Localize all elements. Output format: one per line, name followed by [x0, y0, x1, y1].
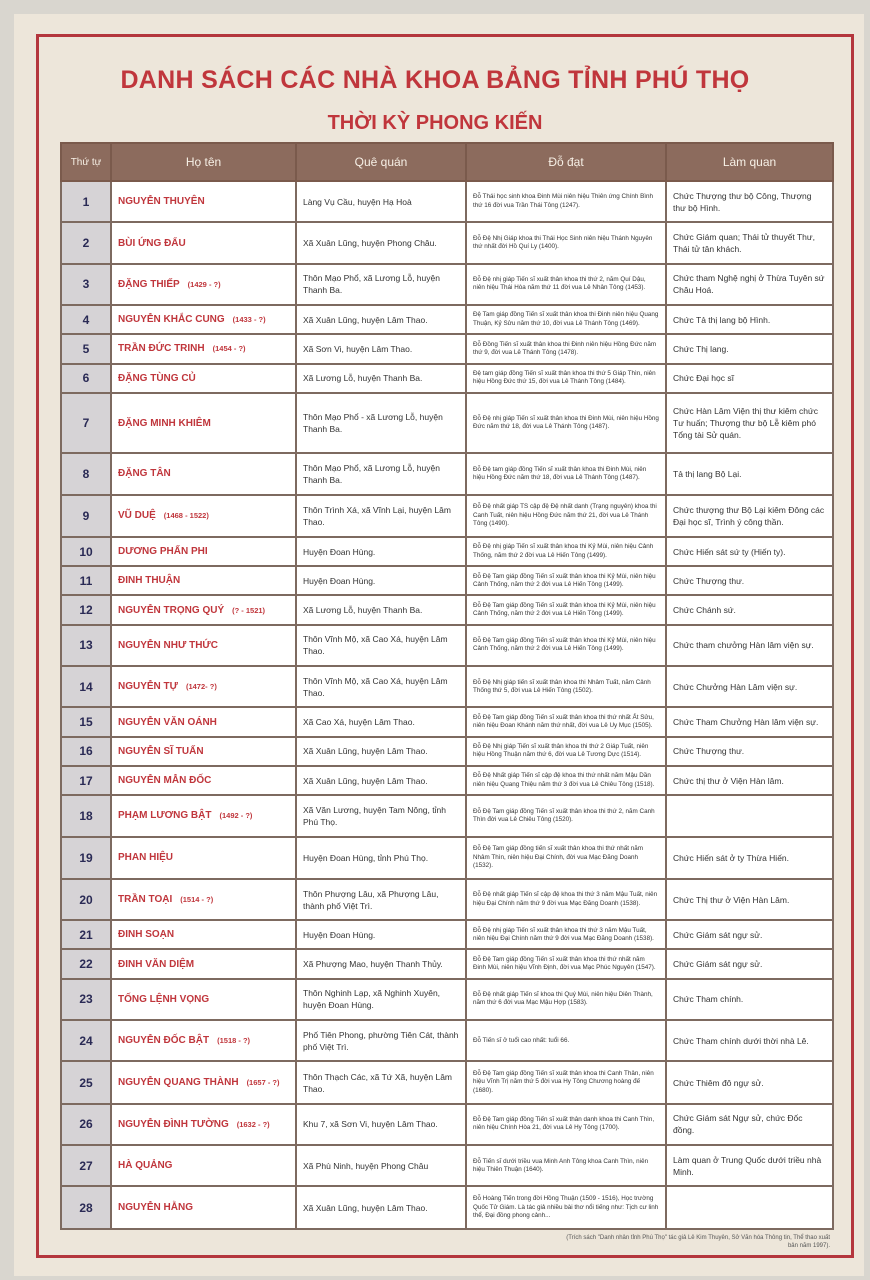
office: Chức tham Nghệ nghị ở Thừa Tuyên sứ Châu Hoá. — [666, 264, 833, 305]
row-number: 22 — [61, 949, 111, 978]
degree: Đỗ Đệ nhất giáp TS cập đệ Đệ nhất danh (Trạng nguyên) khoa thi Canh Tuất, niên hiệu Hồng Đức năm thứ 21, đời vua Lê Thánh Tông (1490). — [466, 495, 666, 537]
row-number: 21 — [61, 920, 111, 949]
row-number: 25 — [61, 1061, 111, 1103]
table-row — [61, 537, 833, 566]
office: Chức Tham chính. — [666, 979, 833, 1020]
row-number: 12 — [61, 595, 111, 624]
table-row — [61, 879, 833, 920]
scholar-name: VŨ DUỆ — [118, 510, 156, 522]
row-number: 23 — [61, 979, 111, 1020]
row-number: 19 — [61, 837, 111, 879]
office: Chức Tả thị lang bộ Hình. — [666, 305, 833, 334]
scholar-name-cell — [111, 393, 296, 453]
hometown: Xã Xuân Lũng, huyện Phong Châu. — [296, 222, 466, 263]
row-number: 8 — [61, 453, 111, 494]
scholar-name: ĐẶNG MINH KHIÊM — [118, 417, 211, 429]
scholar-name-cell — [111, 879, 296, 920]
hometown: Thôn Trình Xá, xã Vĩnh Lại, huyện Lâm Thao. — [296, 495, 466, 537]
office: Chức Thiêm đô ngự sử. — [666, 1061, 833, 1103]
table-row — [61, 666, 833, 707]
office: Chức Chánh sứ. — [666, 595, 833, 624]
hometown: Xã Phượng Mao, huyện Thanh Thủy. — [296, 949, 466, 978]
office: Chức Đại học sĩ — [666, 364, 833, 393]
hometown: Xã Cao Xá, huyện Lâm Thao. — [296, 707, 466, 736]
scholar-name-cell — [111, 666, 296, 707]
scholar-name: ĐINH THUẬN — [118, 575, 181, 587]
scholar-name-cell — [111, 795, 296, 836]
table-row — [61, 766, 833, 795]
degree: Đỗ Đệ nhị giáp Tiến sĩ xuất thân khoa thi Kỷ Mùi, niên hiệu Cảnh Thống, năm thứ 2 đời vua Lê Hiến Tông (1499). — [466, 537, 666, 566]
office: Chức thượng thư Bộ Lại kiêm Đông các Đại học sĩ, Trình ý công thần. — [666, 495, 833, 537]
row-number: 9 — [61, 495, 111, 537]
scholar-name-cell — [111, 1145, 296, 1186]
scholar-name: ĐẶNG TÙNG CỦ — [118, 372, 196, 384]
hometown: Thôn Mạo Phổ - xã Lương Lỗ, huyện Thanh Ba. — [296, 393, 466, 453]
office: Chức Thượng thư. — [666, 737, 833, 766]
scholar-name-cell — [111, 1104, 296, 1145]
scholar-name: BÙI ỨNG ĐẨU — [118, 237, 186, 249]
scholar-name-cell — [111, 181, 296, 222]
office: Chức tham chưởng Hàn lâm viện sự. — [666, 625, 833, 666]
row-number: 27 — [61, 1145, 111, 1186]
office: Tả thị lang Bộ Lại. — [666, 453, 833, 494]
scholar-years: (1454 - ?) — [212, 344, 246, 354]
hometown: Huyện Đoan Hùng. — [296, 537, 466, 566]
office: Chức Tham chính dưới thời nhà Lê. — [666, 1020, 833, 1061]
row-number: 15 — [61, 707, 111, 736]
office: Chức Hiến sát ở ty Thừa Hiến. — [666, 837, 833, 879]
scholar-name-cell — [111, 979, 296, 1020]
scholar-years: (1468 - 1522) — [163, 511, 209, 521]
scholar-name: HÀ QUẢNG — [118, 1160, 173, 1172]
hometown: Thôn Vĩnh Mộ, xã Cao Xá, huyện Lâm Thao. — [296, 666, 466, 707]
scholar-name-cell — [111, 305, 296, 334]
hometown: Làng Vụ Cầu, huyện Hạ Hoà — [296, 181, 466, 222]
table-row — [61, 625, 833, 666]
scholar-name: TRẦN TOẠI — [118, 894, 173, 906]
degree: Đỗ Đệ Tam giáp đồng Tiến sĩ xuất thân khoa thi thứ 2, năm Canh Thìn đời vua Lê Chiêu Tông (1520). — [466, 795, 666, 836]
scholar-name: NGUYỄN TỰ — [118, 681, 178, 693]
header-office: Làm quan — [666, 143, 833, 181]
row-number: 13 — [61, 625, 111, 666]
office: Chức Thượng thư. — [666, 566, 833, 595]
degree: Đỗ Thái học sinh khoa Đinh Mùi niên hiệu Thiên ứng Chính Bình thứ 16 đời vua Trần Thái Tông (1247). — [466, 181, 666, 222]
hometown: Xã Xuân Lũng, huyện Lâm Thao. — [296, 305, 466, 334]
row-number: 5 — [61, 334, 111, 363]
hometown: Thôn Thạch Các, xã Tứ Xã, huyện Lâm Thao. — [296, 1061, 466, 1103]
table-row — [61, 1186, 833, 1229]
hometown: Xã Xuân Lũng, huyện Lâm Thao. — [296, 1186, 466, 1229]
row-number: 18 — [61, 795, 111, 836]
table-row — [61, 979, 833, 1020]
hometown: Xã Xuân Lũng, huyện Lâm Thao. — [296, 737, 466, 766]
table-row — [61, 393, 833, 453]
scholar-years: (1472- ?) — [185, 682, 217, 692]
degree: Đỗ Đệ tam giáp đồng Tiến sĩ xuất thân khoa thi Đinh Mùi, niên hiệu Hồng Đức năm thứ 18, đời vua Lê Thánh Tông (1487). — [466, 453, 666, 494]
office: Chức Thượng thư bộ Công, Thượng thư bộ Hình. — [666, 181, 833, 222]
office: Chức Giám sát ngự sử. — [666, 949, 833, 978]
table-row — [61, 566, 833, 595]
table-row — [61, 495, 833, 537]
degree: Đỗ Đệ nhất giáp Tiến sĩ khoa thi Quý Mùi, niên hiệu Diên Thành, năm thứ 6 đời vua Mạc Mậu Hợp (1583). — [466, 979, 666, 1020]
scholar-name-cell — [111, 737, 296, 766]
table-row — [61, 1145, 833, 1186]
degree: Đỗ Tiến sĩ ở tuổi cao nhất: tuổi 66. — [466, 1020, 666, 1061]
row-number: 28 — [61, 1186, 111, 1229]
scholar-name-cell — [111, 766, 296, 795]
scholar-name-cell — [111, 222, 296, 263]
scholar-name: NGUYỄN QUANG THÀNH — [118, 1077, 239, 1089]
scholar-name: NGUYỄN ĐỐC BẬT — [118, 1035, 210, 1047]
degree: Đỗ Đồng Tiến sĩ xuất thân khoa thi Đinh niên hiệu Hồng Đức năm thứ 9, đời vua Lê Thánh Tông (1478). — [466, 334, 666, 363]
scholar-years: (1514 - ?) — [180, 895, 214, 905]
scholar-name: NGUYỄN HẰNG — [118, 1202, 194, 1214]
hometown: Xã Lương Lỗ, huyện Thanh Ba. — [296, 595, 466, 624]
degree: Đệ tam giáp đồng Tiến sĩ xuất thân khoa thi thứ 5 Giáp Thìn, niên hiệu Hồng Đức thứ 15, đời vua Lê Thánh Tông (1484). — [466, 364, 666, 393]
scholars-table — [60, 142, 834, 1230]
scholar-name: ĐẶNG THIẾP — [118, 278, 180, 290]
degree: Đỗ Đệ Tam giáp đồng Tiến sĩ xuất thân khoa thi Canh Thân, niên hiệu Vĩnh Trị năm thứ 5 đời vua Hy Tông Chương hoàng đế (1680). — [466, 1061, 666, 1103]
table-row — [61, 737, 833, 766]
hometown: Huyện Đoan Hùng. — [296, 566, 466, 595]
scholar-name-cell — [111, 453, 296, 494]
scholar-name-cell — [111, 707, 296, 736]
scholar-name-cell — [111, 537, 296, 566]
degree: Đỗ Đệ Nhị giáp tiến sĩ xuất thân khoa thi Nhâm Tuất, năm Cảnh Thống thứ 5, đời vua Lê Hiến Tông (1502). — [466, 666, 666, 707]
degree: Đỗ Đệ nhị giáp Tiến sĩ xuất thân khoa thi thứ 2, năm Quí Dậu, niên hiệu Thái Hòa năm thứ 11 đời vua Lê Nhân Tông (1453). — [466, 264, 666, 305]
scholar-name: NGUYỄN ĐÌNH TƯỜNG — [118, 1118, 229, 1130]
row-number: 10 — [61, 537, 111, 566]
scholar-name: NGUYỄN VĂN OÁNH — [118, 716, 217, 728]
scholar-name: NGUYỄN NHƯ THỨC — [118, 639, 218, 651]
scholar-name: ĐINH SOẠN — [118, 929, 175, 941]
office: Chức Giám sát Ngự sử, chức Đốc đồng. — [666, 1104, 833, 1145]
scholar-years: (1492 - ?) — [219, 811, 253, 821]
source-footnote: (Trích sách "Danh nhân tỉnh Phú Thọ" tác giả Lê Kim Thuyên, Sở Văn hóa Thông tin, Thể thao xuất bản năm 1997). — [566, 1235, 830, 1249]
scholar-name-cell — [111, 949, 296, 978]
degree: Đỗ Đệ Tam giáp đồng Tiến sĩ xuất thân khoa thi thứ nhất Ất Sửu, niên hiệu Đoan Khánh năm thứ nhất, đời vua Lê Uy Mục (1505). — [466, 707, 666, 736]
scholar-name-cell — [111, 495, 296, 537]
scholar-years: (1657 - ?) — [246, 1078, 280, 1088]
degree: Đỗ Đệ nhị giáp Tiến sĩ xuất thân khoa thi thứ 3 năm Mậu Tuất, niên hiệu Đại Chính năm thứ 9 đời vua Mạc Đăng Doanh (1538). — [466, 920, 666, 949]
degree: Đỗ Đệ Tam giáp đồng tiến sĩ xuất thân khoa thi thứ nhất năm Nhâm Thìn, niên hiệu Đại Chính, đời vua Mạc Đăng Doanh (1532). — [466, 837, 666, 879]
table-row — [61, 707, 833, 736]
table-row — [61, 305, 833, 334]
hometown: Xã Phù Ninh, huyện Phong Châu — [296, 1145, 466, 1186]
table-row — [61, 1061, 833, 1103]
scholar-name-cell — [111, 364, 296, 393]
scholar-name-cell — [111, 1020, 296, 1061]
office — [666, 1186, 833, 1229]
degree: Đỗ Đệ Nhất giáp Tiến sĩ cập đệ khoa thi thứ nhất năm Mậu Dần niên hiệu Quang Thiệu năm thứ 3 đời vua Lê Chiêu Tông (1518). — [466, 766, 666, 795]
degree: Đỗ Đệ Tam giáp đồng Tiến sĩ xuất thân khoa thi Kỷ Mùi, niên hiệu Cảnh Thống, năm thứ 2 đời vua Lê Hiến Tông (1499). — [466, 566, 666, 595]
degree: Đỗ Đệ Tam giáp đồng Tiến sĩ xuất thân khoa thi Kỷ Mùi, niên hiệu Cảnh Thống, năm thứ 2 đời vua Lê Hiến Tông (1499). — [466, 595, 666, 624]
scholar-name: NGUYỄN KHẮC CUNG — [118, 314, 225, 326]
office: Chức Giám quan; Thái tử thuyết Thư, Thái tử tân khách. — [666, 222, 833, 263]
hometown: Thôn Phượng Lâu, xã Phượng Lâu, thành phố Việt Trì. — [296, 879, 466, 920]
scholar-name-cell — [111, 837, 296, 879]
row-number: 6 — [61, 364, 111, 393]
degree: Đỗ Đệ Nhị Giáp khoa thi Thái Học Sinh niên hiệu Thánh Nguyên thứ nhất đời Hồ Quí Ly (1400). — [466, 222, 666, 263]
office: Làm quan ở Trung Quốc dưới triều nhà Minh. — [666, 1145, 833, 1186]
row-number: 11 — [61, 566, 111, 595]
table-row — [61, 920, 833, 949]
degree: Đỗ Đệ nhất giáp Tiến sĩ cập đệ khoa thi thứ 3 năm Mậu Tuất, niên hiệu Đại Chính năm thứ 9 đời vua Mạc Đăng Doanh (1538). — [466, 879, 666, 920]
hometown: Thôn Nghinh Lạp, xã Nghinh Xuyên, huyện Đoan Hùng. — [296, 979, 466, 1020]
office: Chức Hàn Lâm Viện thị thư kiêm chức Tư huấn; Thượng thư bộ Lễ kiêm phó Tổng tài Sử quán. — [666, 393, 833, 453]
scholar-name: NGUYỄN SĨ TUẤN — [118, 745, 204, 757]
hometown: Phố Tiên Phong, phường Tiên Cát, thành phố Việt Trì. — [296, 1020, 466, 1061]
table-row — [61, 837, 833, 879]
office: Chức Thị thư ở Viện Hàn Lâm. — [666, 879, 833, 920]
table-row — [61, 222, 833, 263]
hometown: Xã Xuân Lũng, huyện Lâm Thao. — [296, 766, 466, 795]
office: Chức Tham Chưởng Hàn lâm viện sự. — [666, 707, 833, 736]
scholar-name: PHẠM LƯƠNG BẬT — [118, 810, 212, 822]
row-number: 4 — [61, 305, 111, 334]
office: Chức Hiến sát sứ ty (Hiến ty). — [666, 537, 833, 566]
office — [666, 795, 833, 836]
header-degree: Đỗ đạt — [466, 143, 666, 181]
scholar-name: DƯƠNG PHẤN PHI — [118, 546, 208, 558]
row-number: 16 — [61, 737, 111, 766]
scholar-name-cell — [111, 264, 296, 305]
row-number: 26 — [61, 1104, 111, 1145]
office: Chức Thị lang. — [666, 334, 833, 363]
table-row — [61, 364, 833, 393]
scholar-name: NGUYỄN THUYÊN — [118, 196, 205, 208]
row-number: 1 — [61, 181, 111, 222]
hometown: Huyện Đoan Hùng, tỉnh Phú Thọ. — [296, 837, 466, 879]
row-number: 2 — [61, 222, 111, 263]
header-hometown: Quê quán — [296, 143, 466, 181]
table-row — [61, 264, 833, 305]
page-title: DANH SÁCH CÁC NHÀ KHOA BẢNG TỈNH PHÚ THỌ — [120, 66, 750, 94]
row-number: 17 — [61, 766, 111, 795]
scholar-name-cell — [111, 920, 296, 949]
hometown: Thôn Vĩnh Mộ, xã Cao Xá, huyện Lâm Thao. — [296, 625, 466, 666]
degree: Đệ Tam giáp đồng Tiến sĩ xuất thân khoa thi Đinh niên hiệu Quang Thuận, Kỷ Sửu năm thứ 10, đời vua Lê Thánh Tông (1469). — [466, 305, 666, 334]
hometown: Xã Văn Lương, huyện Tam Nông, tỉnh Phú Thọ. — [296, 795, 466, 836]
scholar-name-cell — [111, 1061, 296, 1103]
row-number: 7 — [61, 393, 111, 453]
scholar-name: ĐẶNG TÂN — [118, 468, 171, 480]
scholar-name-cell — [111, 334, 296, 363]
office: Chức thị thư ở Viện Hàn lâm. — [666, 766, 833, 795]
scholar-name-cell — [111, 595, 296, 624]
scholar-name-cell — [111, 566, 296, 595]
table-row — [61, 595, 833, 624]
scholar-name: TRẦN ĐỨC TRINH — [118, 343, 205, 355]
office: Chức Chưởng Hàn Lâm viện sự. — [666, 666, 833, 707]
hometown: Thôn Mạo Phổ, xã Lương Lỗ, huyện Thanh Ba. — [296, 453, 466, 494]
scholar-name: NGUYỄN TRỌNG QUÝ — [118, 604, 225, 616]
degree: Đỗ Hoàng Tiến trong đời Hồng Thuận (1509 - 1516), Học trường Quốc Tử Giám. Là tác giả nhiều bài thơ nổi tiếng như: Tịch cư linh thể, Đại đồng phong cảnh... — [466, 1186, 666, 1229]
hometown: Thôn Mạo Phổ, xã Lương Lỗ, huyện Thanh Ba. — [296, 264, 466, 305]
hometown: Huyện Đoan Hùng. — [296, 920, 466, 949]
degree: Đỗ Tiến sĩ dưới triều vua Minh Anh Tông khoa Canh Thìn, niên hiệu Thiên Thuận (1640). — [466, 1145, 666, 1186]
scholar-name: NGUYỄN MẪN ĐỐC — [118, 775, 212, 787]
scholar-name: ĐINH VĂN DIỆM — [118, 958, 195, 970]
scholar-years: (? - 1521) — [232, 605, 266, 615]
table-row — [61, 453, 833, 494]
row-number: 3 — [61, 264, 111, 305]
header-order: Thứ tự — [61, 143, 111, 181]
degree: Đỗ Đệ nhị giáp Tiến sĩ xuất thân khoa thi Đinh Mùi, niên hiệu Hồng Đức năm thứ 18, đời vua Lê Thánh Tông (1487). — [466, 393, 666, 453]
scholar-name-cell — [111, 1186, 296, 1229]
row-number: 24 — [61, 1020, 111, 1061]
table-row — [61, 1020, 833, 1061]
scholar-name-cell — [111, 625, 296, 666]
scholar-years: (1632 - ?) — [236, 1119, 270, 1129]
degree: Đỗ Đệ Tam giáp đồng Tiến sĩ xuất thân khoa thi Kỷ Mùi, niên hiệu Cảnh Thống, năm thứ 2 đời vua Lê Hiến Tông (1499). — [466, 625, 666, 666]
table-row — [61, 1104, 833, 1145]
page-subtitle: THỜI KỲ PHONG KIẾN — [327, 112, 543, 134]
row-number: 14 — [61, 666, 111, 707]
hometown: Xã Lương Lỗ, huyện Thanh Ba. — [296, 364, 466, 393]
hometown: Xã Sơn Vi, huyện Lâm Thao. — [296, 334, 466, 363]
scholar-years: (1518 - ?) — [217, 1036, 251, 1046]
header-name: Họ tên — [111, 143, 296, 181]
office: Chức Giám sát ngự sử. — [666, 920, 833, 949]
degree: Đỗ Đệ Tam giáp đồng Tiến sĩ xuất thân khoa thi thứ nhất năm Đinh Mùi, niên hiệu Vĩnh Định, đời vua Mạc Phúc Nguyên (1547). — [466, 949, 666, 978]
degree: Đỗ Đệ Nhị giáp Tiến sĩ xuất thân khoa thi thứ 2 Giáp Tuất, niên hiệu Hồng Thuận năm thứ 6, đời vua Lê Tương Dực (1514). — [466, 737, 666, 766]
scholar-years: (1433 - ?) — [232, 315, 266, 325]
scholar-name: TỐNG LỆNH VỌNG — [118, 993, 210, 1005]
row-number: 20 — [61, 879, 111, 920]
table-row — [61, 795, 833, 836]
degree: Đỗ Đệ Tam giáp đồng Tiến sĩ xuất thân danh khoa thi Canh Thìn, niên hiệu Chính Hòa 21, đời vua Lê Hy Tông (1700). — [466, 1104, 666, 1145]
table-header-row — [61, 143, 833, 181]
table-row — [61, 181, 833, 222]
scholar-name: PHAN HIỆU — [118, 852, 174, 864]
table-row — [61, 949, 833, 978]
hometown: Khu 7, xã Sơn Vi, huyện Lâm Thao. — [296, 1104, 466, 1145]
scholar-years: (1429 - ?) — [187, 279, 221, 289]
table-row — [61, 334, 833, 363]
